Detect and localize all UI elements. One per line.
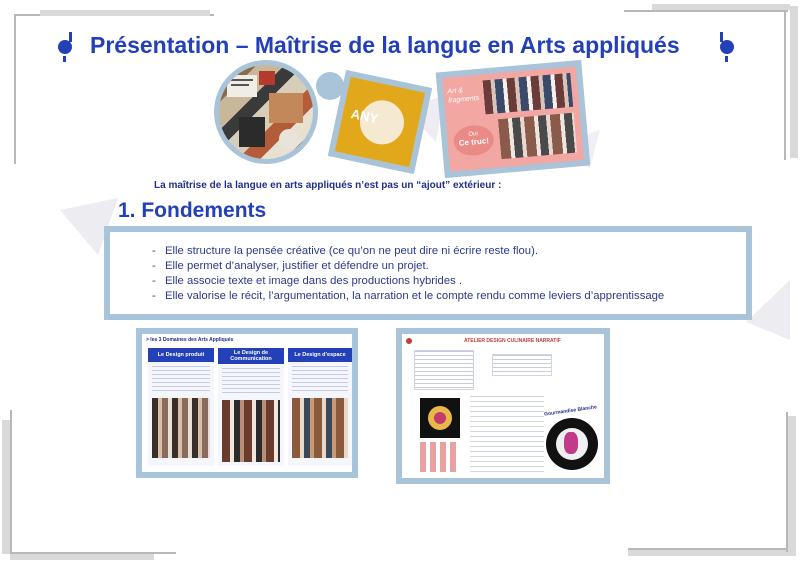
poster-badge: Oui Ce truc! bbox=[452, 124, 494, 157]
section-title: 1. Fondements bbox=[118, 199, 267, 222]
collage-image bbox=[214, 60, 318, 164]
thumb-right-header: ATELIER DESIGN CULINAIRE NARRATIF bbox=[464, 338, 561, 344]
domaines-thumbnail bbox=[136, 328, 358, 478]
title-bullet-right-icon bbox=[720, 40, 734, 54]
list-item: - Elle valorise le récit, l’argumentation, la narration et le compte rendu comme leviers d’apprentissage bbox=[152, 290, 665, 302]
list-item: - Elle associe texte et image dans des productions hybrides . bbox=[152, 275, 463, 287]
title-row bbox=[58, 30, 738, 66]
pink-poster-image bbox=[436, 60, 591, 178]
thumb-col-communication: Le Design de Communication bbox=[218, 348, 284, 364]
yellow-poster-image bbox=[328, 70, 432, 174]
intro-text: La maîtrise de la langue en arts appliqués n’est pas un “ajout” extérieur : bbox=[154, 180, 502, 191]
poster-label: Art & fragments bbox=[447, 87, 480, 105]
thumb-right-label: Gourmandise Blanche bbox=[543, 404, 598, 418]
thumb-col-space: Le Design d’espace bbox=[288, 348, 352, 362]
plate-image-1 bbox=[420, 398, 460, 438]
atelier-thumbnail bbox=[396, 328, 610, 484]
poster-word: ANY bbox=[349, 105, 380, 127]
plate-image-2 bbox=[546, 418, 598, 470]
thumb-left-header: > les 3 Domaines des Arts Appliqués bbox=[146, 337, 234, 343]
points-list bbox=[152, 244, 664, 304]
thumb-col-product: Le Design produit bbox=[148, 348, 214, 362]
title-bullet-left-icon bbox=[58, 40, 72, 54]
points-box bbox=[104, 226, 752, 320]
list-item: - Elle permet d’analyser, justifier et défendre un projet. bbox=[152, 260, 429, 272]
list-item: - Elle structure la pensée créative (ce qu’on ne peut dire ni écrire reste flou). bbox=[152, 245, 538, 257]
page-title: Présentation – Maîtrise de la langue en Arts appliqués bbox=[90, 32, 680, 58]
